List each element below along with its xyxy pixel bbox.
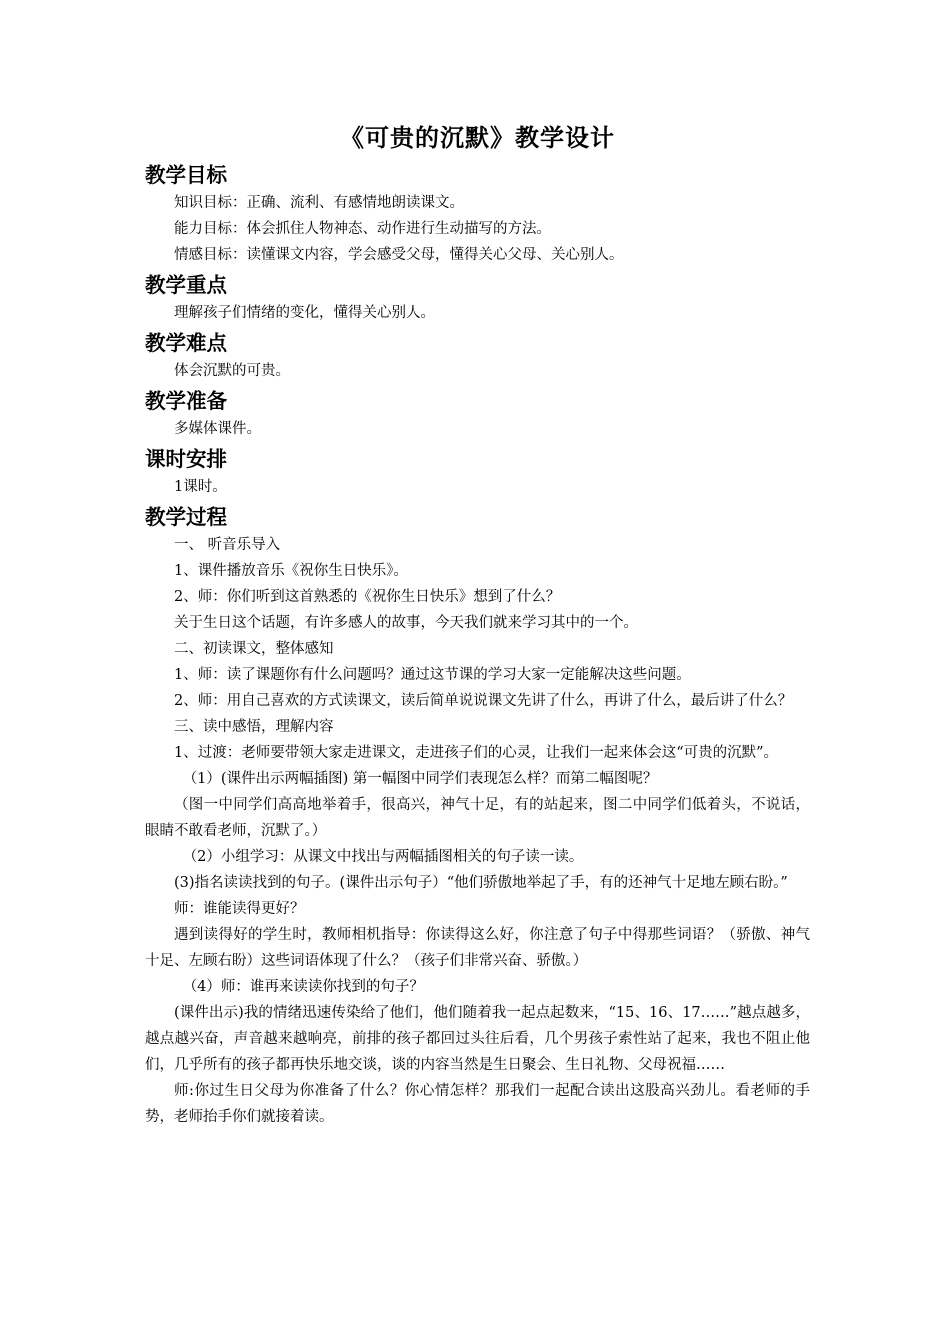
paragraph: （1）(课件出示两幅插图) 第一幅图中同学们表现怎么样？而第二幅图呢？ <box>182 771 658 787</box>
paragraph: 情感目标：读懂课文内容，学会感受父母，懂得关心父母、关心别人。 <box>174 247 624 263</box>
paragraph: 知识目标：正确、流利、有感情地朗读课文。 <box>174 195 464 211</box>
paragraph: 多媒体课件。 <box>174 421 261 437</box>
paragraph: 三、读中感悟，理解内容 <box>174 719 334 735</box>
section-heading: 教学目标 <box>145 163 227 187</box>
paragraph: 体会沉默的可贵。 <box>174 363 290 379</box>
section-difficulties <box>145 326 810 384</box>
paragraph: （2）小组学习：从课文中找出与两幅插图相关的句子读一读。 <box>182 849 584 865</box>
paragraph: (3)指名读读找到的句子。(课件出示句子）“他们骄傲地举起了手，有的还神气十足地左顾右盼。” <box>174 875 788 891</box>
section-process <box>145 500 810 1130</box>
paragraph: 关于生日这个话题，有许多感人的故事，今天我们就来学习其中的一个。 <box>174 615 638 631</box>
section-heading: 教学过程 <box>145 505 227 529</box>
paragraph: 一、 听音乐导入 <box>174 537 281 553</box>
section-preparation <box>145 384 810 442</box>
paragraph: 1课时。 <box>174 479 227 495</box>
paragraph: 师:你过生日父母为你准备了什么？你心情怎样？那我们一起配合读出这股高兴劲儿。看老师的手势，老师抬手你们就接着读。 <box>145 1083 810 1125</box>
paragraph: 2、师：你们听到这首熟悉的《祝你生日快乐》想到了什么？ <box>174 589 561 605</box>
paragraph: 1、课件播放音乐《祝你生日快乐》。 <box>174 563 408 579</box>
document-title: 《可贵的沉默》教学设计 <box>340 124 615 152</box>
paragraph: 能力目标：体会抓住人物神态、动作进行生动描写的方法。 <box>174 221 551 237</box>
paragraph: 二、初读课文，整体感知 <box>174 641 334 657</box>
section-heading: 教学难点 <box>145 331 227 355</box>
paragraph: 师：谁能读得更好？ <box>174 901 305 917</box>
paragraph: 1、过渡：老师要带领大家走进课文，走进孩子们的心灵，让我们一起来体会这“可贵的沉默”。 <box>174 745 779 761</box>
document-page <box>145 122 810 1130</box>
paragraph: (课件出示)我的情绪迅速传染给了他们，他们随着我一起点起数来，“15、16、17……”越点越多，越点越兴奋，声音越来越响亮，前排的孩子都回过头往后看，几个男孩子索性站了起来，我也不阻止他们，几乎所有的孩子都再快乐地交谈，谈的内容当然是生日聚会、生日礼物、父母祝福…… <box>145 1005 810 1073</box>
paragraph: 遇到读得好的学生时，教师相机指导：你读得这么好，你注意了句子中得那些词语？（骄傲、神气十足、左顾右盼）这些词语体现了什么？（孩子们非常兴奋、骄傲。） <box>145 927 810 969</box>
section-heading: 教学准备 <box>145 389 227 413</box>
paragraph: 理解孩子们情绪的变化，懂得关心别人。 <box>174 305 435 321</box>
paragraph: （图一中同学们高高地举着手，很高兴，神气十足，有的站起来，图二中同学们低着头，不说话，眼睛不敢看老师，沉默了。） <box>145 797 810 839</box>
section-heading: 课时安排 <box>145 447 227 471</box>
section-heading: 教学重点 <box>145 273 227 297</box>
paragraph: （4）师：谁再来读读你找到的句子？ <box>182 979 424 995</box>
section-key-points <box>145 268 810 326</box>
paragraph: 2、师：用自己喜欢的方式读课文，读后简单说说课文先讲了什么，再讲了什么，最后讲了什么？ <box>174 693 793 709</box>
section-schedule <box>145 442 810 500</box>
section-teaching-goals <box>145 158 810 268</box>
paragraph: 1、师：读了课题你有什么问题吗？通过这节课的学习大家一定能解决这些问题。 <box>174 667 691 683</box>
